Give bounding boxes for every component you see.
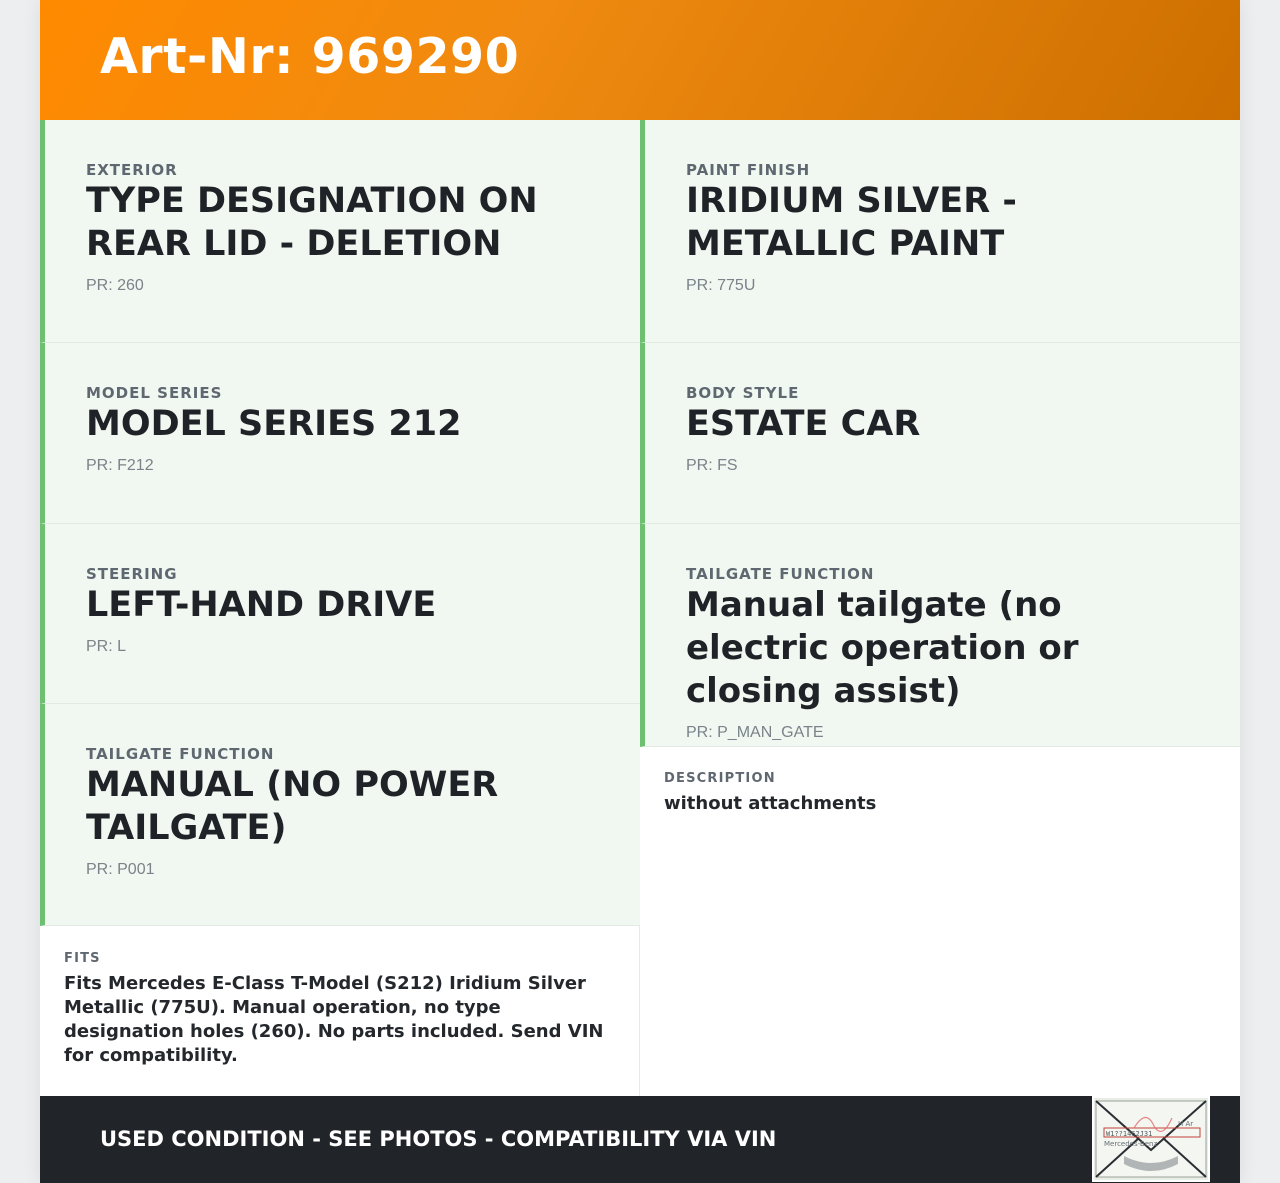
pr-code: PR: P001 <box>86 861 155 878</box>
condition-note: USED CONDITION - SEE PHOTOS - COMPATIBILITY VIA VIN <box>100 1127 777 1151</box>
spec-label: BODY STYLE <box>686 384 800 402</box>
fits-box <box>40 927 639 1096</box>
column-divider <box>639 926 640 1096</box>
spec-value: MANUAL (NO POWER TAILGATE) <box>86 765 499 848</box>
spec-card-model-series <box>40 343 640 524</box>
right-column <box>640 120 1240 747</box>
spec-card-tailgate-function-detail <box>640 524 1240 747</box>
spec-value: ESTATE CAR <box>686 404 921 444</box>
vin-label-line1: H Ar <box>1178 1120 1194 1128</box>
spec-card-tailgate-function <box>40 704 640 926</box>
description-label: DESCRIPTION <box>664 771 776 786</box>
spec-label: MODEL SERIES <box>86 384 223 402</box>
description-text: without attachments <box>664 793 877 814</box>
spec-label: STEERING <box>86 565 178 583</box>
spec-card-paint-finish <box>640 120 1240 343</box>
spec-value: TYPE DESIGNATION ON REAR LID - DELETION <box>86 181 538 264</box>
header-banner <box>40 0 1240 120</box>
spec-sheet <box>40 0 1240 1183</box>
spec-label: TAILGATE FUNCTION <box>86 745 275 763</box>
left-column <box>40 120 640 926</box>
spec-card-exterior <box>40 120 640 343</box>
pr-code: PR: P_MAN_GATE <box>686 724 824 741</box>
vin-label-line2: W1??1462J31 <box>1106 1130 1153 1138</box>
vin-label-line3: Mercedes-Benz <box>1104 1140 1158 1148</box>
spec-value: IRIDIUM SILVER - METALLIC PAINT <box>686 181 1017 264</box>
spec-label: EXTERIOR <box>86 161 178 179</box>
vin-label-photo-icon <box>1094 1098 1208 1180</box>
spec-label: PAINT FINISH <box>686 161 811 179</box>
pr-code: PR: FS <box>686 457 738 474</box>
spec-card-steering <box>40 524 640 704</box>
pr-code: PR: 260 <box>86 277 144 294</box>
spec-value: Manual tailgate (no electric operation or closing assist) <box>686 585 1079 711</box>
article-number-title: Art-Nr: 969290 <box>100 28 520 85</box>
pr-code: PR: F212 <box>86 457 154 474</box>
vin-label-thumbnail[interactable] <box>1092 1096 1210 1182</box>
footer-bar <box>40 1096 1240 1183</box>
spec-card-body-style <box>640 343 1240 524</box>
pr-code: PR: 775U <box>686 277 756 294</box>
fits-text: Fits Mercedes E-Class T-Model (S212) Iridium Silver Metallic (775U). Manual operation, no type designation holes (260). No parts included. Send VIN for compatibility. <box>64 973 604 1066</box>
spec-label: TAILGATE FUNCTION <box>686 565 875 583</box>
pr-code: PR: L <box>86 638 127 655</box>
description-box <box>640 747 1240 1096</box>
fits-label: FITS <box>64 951 101 966</box>
spec-value: LEFT-HAND DRIVE <box>86 585 437 625</box>
spec-value: MODEL SERIES 212 <box>86 404 462 444</box>
